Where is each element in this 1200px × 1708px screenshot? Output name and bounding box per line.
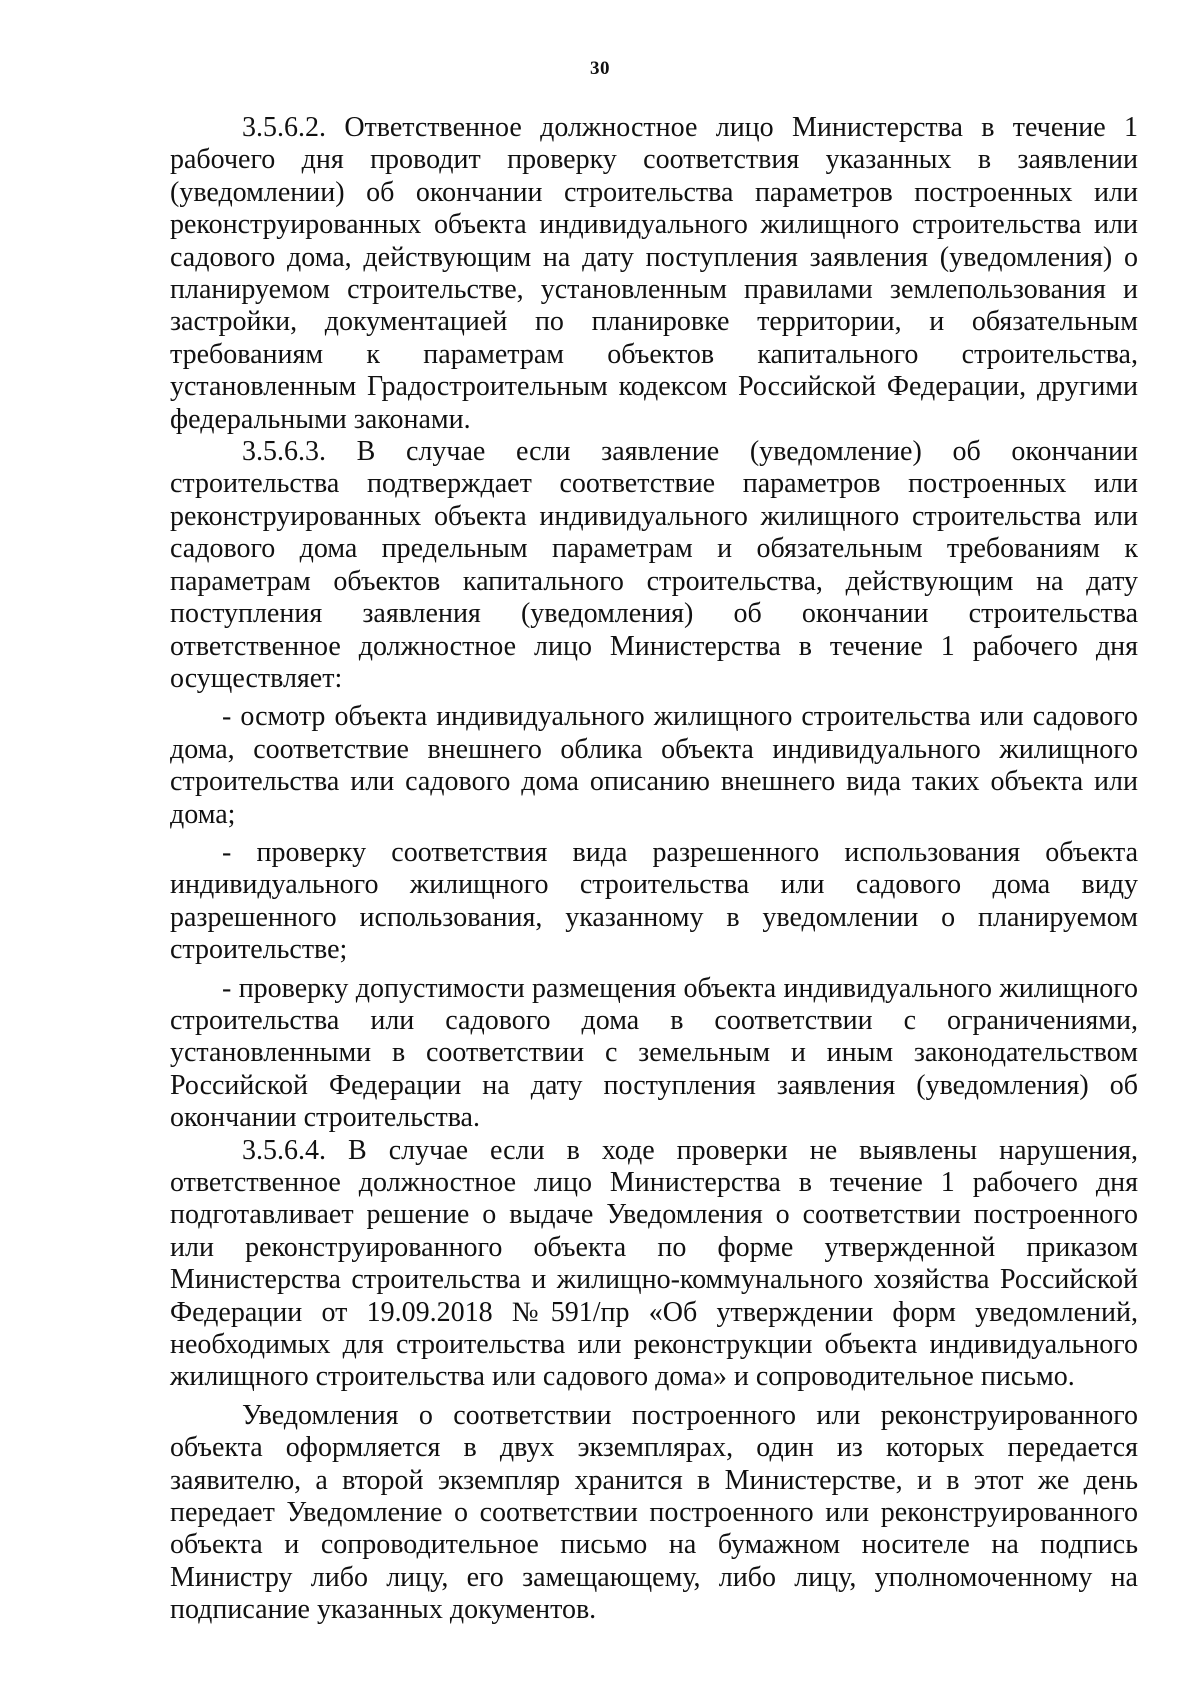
paragraph-3-5-6-3: 3.5.6.3. В случае если заявление (уведомление) об окончании строительства подтверждает соответствие параметров построенных или реконструированных объекта индивидуального жилищного строительства или садового дома предельным параметрам и обязательным требованиям к параметрам объектов капитального строительства, действующим на дату поступления заявления (уведомления) об окончании строительства ответственное должностное лицо Министерства в течение 1 рабочего дня осуществляет: (170, 436, 1138, 694)
paragraph-3-5-6-4: 3.5.6.4. В случае если в ходе проверки не выявлены нарушения, ответственное должностное лицо Министерства в течение 1 рабочего дня подготавливает решение о выдаче Уведомления о соответствии построенного или реконструированного объекта по форме утвержденной приказом Министерства строительства и жилищно-коммунального хозяйства Российской Федерации от 19.09.2018 №591/пр «Об утверждении форм уведомлений, необходимых для строительства или реконструкции объекта индивидуального жилищного строительства или садового дома» и сопроводительное письмо. (170, 1134, 1138, 1393)
paragraph-notification-copies: Уведомления о соответствии построенного или реконструированного объекта оформляется в двух экземплярах, один из которых передается заявителю, а второй экземпляр хранится в Министерстве, и в этот же день передает Уведомление о соответствии построенного или реконструированного объекта и сопроводительное письмо на бумажном носителе на подпись Министру либо лицу, его замещающему, либо лицу, уполномоченному на подписание указанных документов. (170, 1399, 1138, 1626)
list-item-placement-check: - проверку допустимости размещения объекта индивидуального жилищного строительства или садового дома в соответствии с ограничениями, установленными в соответствии с земельным и иным законодательством Российской Федерации на дату поступления заявления (уведомления) об окончании строительства. (170, 972, 1138, 1134)
list-item-permitted-use-check: - проверку соответствия вида разрешенного использования объекта индивидуального жилищного строительства или садового дома виду разрешенного использования, указанному в уведомлении о планируемом строительстве; (170, 836, 1138, 966)
page-number: 30 (590, 58, 610, 79)
paragraph-3-5-6-2: 3.5.6.2. Ответственное должностное лицо Министерства в течение 1 рабочего дня проводит проверку соответствия указанных в заявлении (уведомлении) об окончании строительства параметров построенных или реконструированных объекта индивидуального жилищного строительства или садового дома, действующим на дату поступления заявления (уведомления) о планируемом строительстве, установленным правилами землепользования и застройки, документацией по планировке территории, и обязательным требованиям к параметрам объектов капитального строительства, установленным Градостроительным кодексом Российской Федерации, другими федеральными законами. (170, 112, 1138, 435)
list-item-inspection: - осмотр объекта индивидуального жилищного строительства или садового дома, соответствие внешнего облика объекта индивидуального жилищного строительства или садового дома описанию внешнего вида таких объекта или дома; (170, 701, 1138, 830)
document-body (170, 112, 1138, 1627)
